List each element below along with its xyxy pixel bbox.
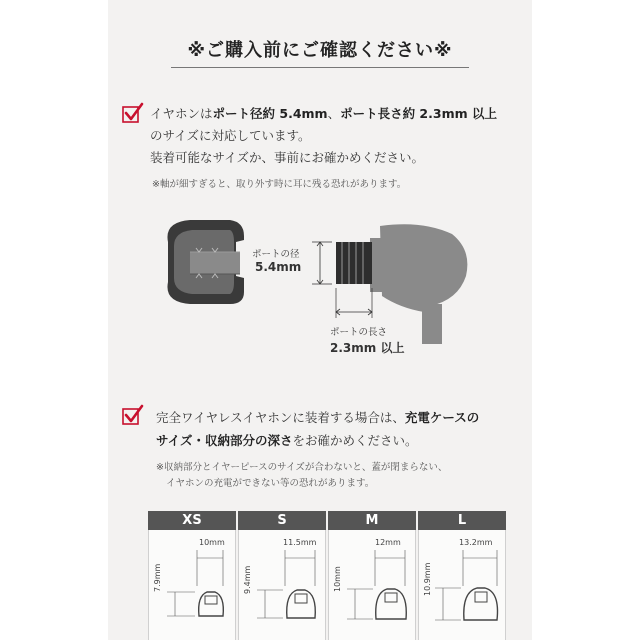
size-panel	[148, 530, 236, 640]
eartip-size-icon	[167, 550, 233, 640]
section1-line1: イヤホンはポート径約 5.4mm、ポート長さ約 2.3mm 以上	[150, 106, 497, 121]
size-column-m	[328, 511, 416, 640]
section2-note-2: イヤホンの充電ができない等の恐れがあります。	[166, 478, 375, 489]
size-column-l	[418, 511, 506, 640]
eartip-size-icon	[257, 550, 323, 640]
section2-line2: サイズ・収納部分の深さをお確かめください。	[156, 433, 418, 448]
checkbox-icon	[122, 404, 144, 426]
height-value: 7.9mm	[153, 563, 162, 592]
section1-line2: のサイズに対応しています。	[150, 128, 311, 143]
section2-note-1: ※収納部分とイヤーピースのサイズが合わないと、蓋が閉まらない、	[156, 462, 448, 473]
port-size-diagram	[160, 212, 480, 362]
length-label: ポートの長さ	[330, 327, 388, 338]
size-column-xs	[148, 511, 236, 640]
size-label: XS	[148, 511, 236, 530]
diameter-value: 5.4mm	[255, 260, 302, 274]
page-title: ※ご購入前にご確認ください※	[187, 40, 453, 61]
section1-line3: 装着可能なサイズか、事前にお確かめください。	[150, 150, 425, 165]
size-panel	[328, 530, 416, 640]
height-value: 10.9mm	[423, 562, 432, 596]
size-panel	[418, 530, 506, 640]
width-value: 10mm	[199, 538, 225, 547]
diameter-dimension	[312, 242, 332, 284]
diameter-label: ポートの径	[252, 249, 300, 260]
size-panel	[238, 530, 326, 640]
width-value: 12mm	[375, 538, 401, 547]
size-column-s	[238, 511, 326, 640]
width-value: 11.5mm	[283, 538, 317, 547]
checkbox-icon	[122, 102, 144, 124]
length-value: 2.3mm 以上	[330, 341, 405, 355]
eartip-size-icon	[435, 550, 503, 640]
size-label: L	[418, 511, 506, 530]
eartip-size-icon	[347, 550, 413, 640]
height-value: 9.4mm	[243, 565, 252, 594]
height-value: 10mm	[333, 566, 342, 592]
section2-line1: 完全ワイヤレスイヤホンに装着する場合は、充電ケースの	[156, 410, 480, 425]
eartip-illustration	[167, 220, 244, 304]
section1-note: ※軸が細すぎると、取り外す時に耳に残る恐れがあります。	[152, 179, 407, 190]
length-dimension	[336, 288, 372, 318]
size-label: S	[238, 511, 326, 530]
size-label: M	[328, 511, 416, 530]
width-value: 13.2mm	[459, 538, 493, 547]
title-underline	[171, 67, 469, 68]
